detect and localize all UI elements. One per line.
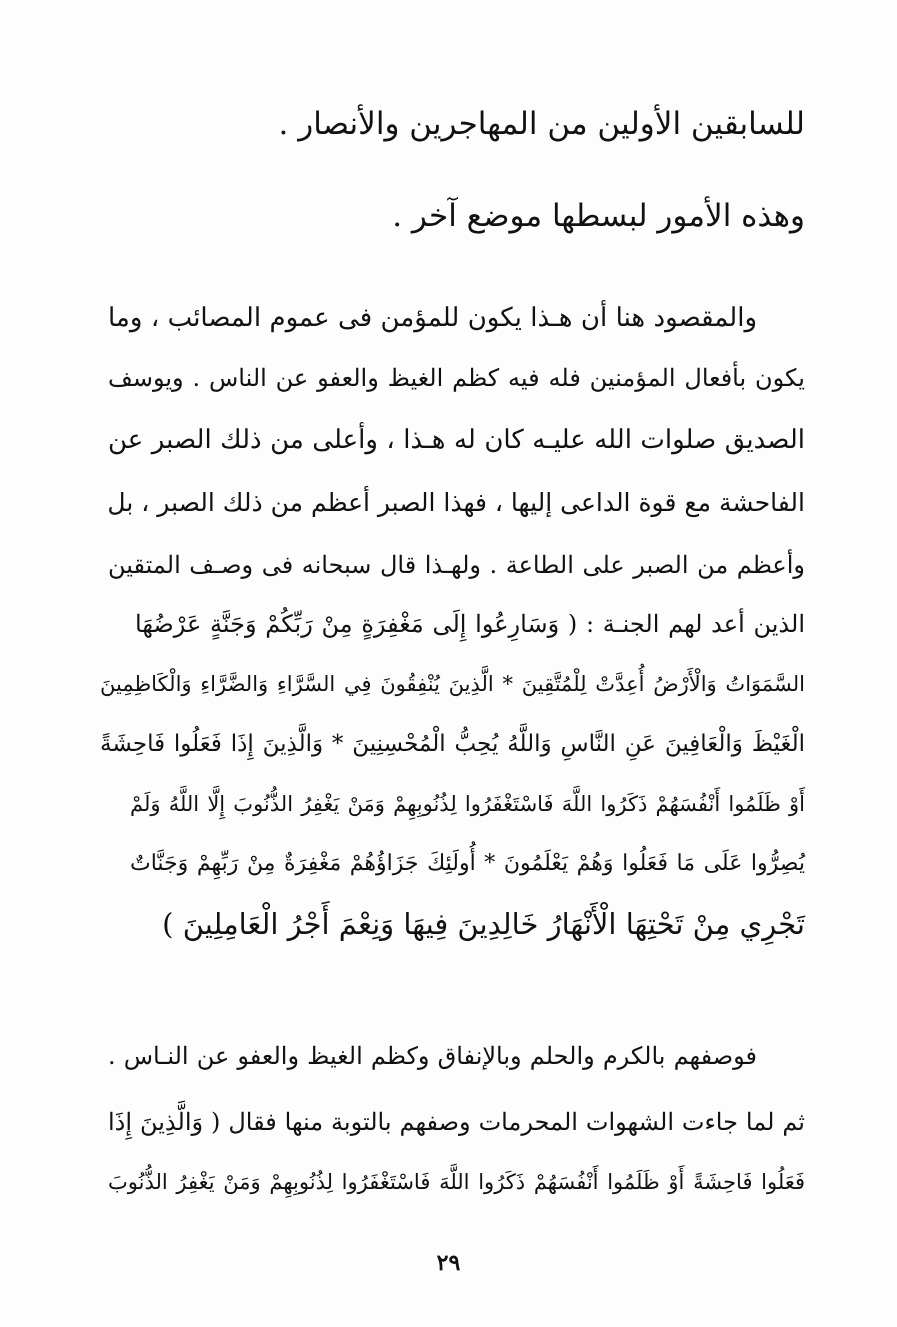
text-line: ثم لما جاءت الشهوات المحرمات وصفهم بالتوبة منها فقال ( وَالَّذِينَ إِذَا bbox=[108, 1108, 805, 1136]
quran-verse-line: الْغَيْظَ وَالْعَافِينَ عَنِ النَّاسِ وَاللَّهُ يُحِبُّ الْمُحْسِنِينَ * وَالَّذِينَ إِذَا فَعَلُوا فَاحِشَةً bbox=[100, 731, 805, 757]
quran-verse-line: يُصِرُّوا عَلَى مَا فَعَلُوا وَهُمْ يَعْلَمُونَ * أُولَئِكَ جَزَاؤُهُمْ مَغْفِرَةٌ مِنْ رَبِّهِمْ وَجَنَّاتٌ bbox=[130, 851, 805, 876]
text-line: يكون بأفعال المؤمنين فله فيه كظم الغيظ والعفو عن الناس . ويوسف bbox=[108, 364, 805, 392]
text-line: وأعظم من الصبر على الطاعة . ولهـذا قال سبحانه فى وصـف المتقين bbox=[108, 551, 805, 579]
text-line: للسابقين الأولين من المهاجرين والأنصار . bbox=[278, 106, 805, 142]
quran-verse-line: تَجْرِي مِنْ تَحْتِهَا الْأَنْهَارُ خَالِدِينَ فِيهَا وَنِعْمَ أَجْرُ الْعَامِلِينَ ) bbox=[162, 907, 805, 941]
quran-verse-line: أَوْ ظَلَمُوا أَنْفُسَهُمْ ذَكَرُوا اللَّهَ فَاسْتَغْفَرُوا لِذُنُوبِهِمْ وَمَنْ يَغْفِرُ الذُّنُوبَ إِلَّا اللَّهُ وَلَمْ bbox=[130, 792, 805, 816]
text-line: وهذه الأمور لبسطها موضع آخر . bbox=[392, 198, 805, 234]
quran-verse-line: السَّمَوَاتُ وَالْأَرْضُ أُعِدَّتْ لِلْمُتَّقِينَ * الَّذِينَ يُنْفِقُونَ فِي السَّرَّاءِ وَالضَّرَّاءِ وَالْكَاظِمِينَ bbox=[100, 672, 805, 696]
paragraph-first-line: فوصفهم بالكرم والحلم وبالإنفاق وكظم الغيظ والعفو عن النـاس . bbox=[108, 1042, 757, 1070]
text-line: الصديق صلوات الله عليـه كان له هـذا ، وأعلى من ذلك الصبر عن bbox=[108, 425, 805, 455]
paragraph-first-line: والمقصود هنا أن هـذا يكون للمؤمن فى عموم المصائب ، وما bbox=[108, 303, 757, 333]
quran-verse-line: فَعَلُوا فَاحِشَةً أَوْ ظَلَمُوا أَنْفُسَهُمْ ذَكَرُوا اللَّهَ فَاسْتَغْفَرُوا لِذُنُوبِهِمْ وَمَنْ يَغْفِرُ الذُّنُوبَ bbox=[108, 1170, 805, 1194]
page-number: ٢٩ bbox=[436, 1250, 461, 1276]
text-line: الفاحشة مع قوة الداعى إليها ، فهذا الصبر أعظم من ذلك الصبر ، بل bbox=[107, 488, 805, 517]
text-line: الذين أعد لهم الجنـة : ( وَسَارِعُوا إِلَى مَغْفِرَةٍ مِنْ رَبِّكُمْ وَجَنَّةٍ عَرْضُهَا bbox=[135, 610, 805, 638]
